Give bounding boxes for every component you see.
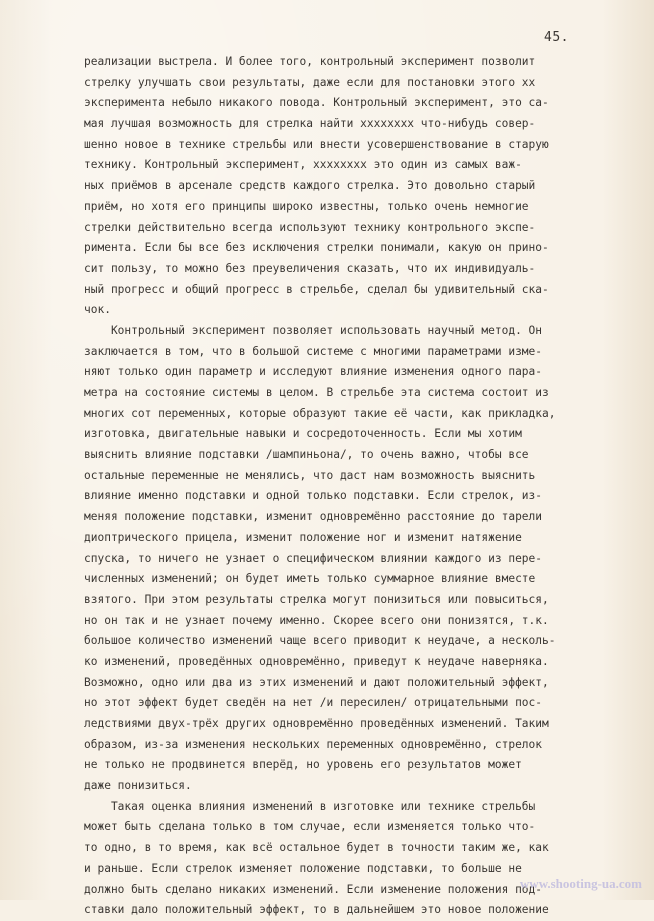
text-line: диоптрического прицела, изменит положение ног и изменит натяжение: [84, 530, 522, 544]
text-line: ко изменений, проведённых одновремённо, приведут к неудаче наверняка.: [84, 654, 549, 668]
text-line: заключается в том, что в большой системе с многими параметрами изме-: [84, 344, 543, 358]
watermark-link[interactable]: www.shooting-ua.com: [519, 876, 642, 891]
text-line: должно быть сделано никаких изменений. Если изменение положения под-: [84, 882, 543, 896]
text-line: эксперимента небыло никакого повода. Контрольный эксперимент, это са-: [84, 96, 549, 110]
text-line: римента. Если бы все без исключения стрелки понимали, какую он прино-: [84, 241, 549, 255]
text-line: реализации выстрела. И более того, контрольный эксперимент позволит: [84, 55, 536, 68]
text-line: но этот эффект будет сведён на нет /и пересилен/ отрицательными пос-: [84, 696, 543, 710]
text-line: даже понизиться.: [84, 779, 192, 793]
text-line: ледствиями двух-трёх других одновремённо проведённых изменений. Таким: [84, 717, 549, 730]
text-line: приём, но хотя его принципы широко известны, только очень немногие: [84, 199, 529, 213]
text-line: сит пользу, то можно без преувеличения сказать, что их индивидуаль-: [84, 261, 536, 275]
text-line: влияние именно подставки и одной только подставки. Если стрелок, из-: [84, 489, 543, 503]
text-line: многих сот переменных, которые образуют такие её части, как прикладка,: [84, 406, 556, 420]
text-line: но он так и не узнает почему именно. Скорее всего они понизятся, т.к.: [84, 613, 549, 627]
text-line: Контрольный эксперимент позволяет использовать научный метод. Он: [84, 323, 543, 337]
text-line: ных приёмов в арсенале средств каждого стрелка. Это довольно старый: [84, 179, 536, 193]
text-line: ставки дало положительный эффект, то в дальнейшем это новое положение: [84, 903, 549, 917]
text-line: Такая оценка влияния изменений в изготовке или технике стрельбы: [84, 799, 536, 813]
text-line: может быть сделана только в том случае, если изменяется только что-: [84, 820, 536, 834]
text-line: и раньше. Если стрелок изменяет положение подставки, то больше не: [84, 861, 522, 875]
text-line: ный прогресс и общий прогресс в стрельбе, сделал бы удивительный ска-: [84, 282, 549, 296]
text-line: технику. Контрольный эксперимент, xxxxxxxx это один из самых важ-: [84, 158, 522, 172]
text-line: стрелку улучшать свои результаты, даже если для постановки этого xx: [84, 75, 536, 89]
text-line: няют только один параметр и исследуют влияние изменения одного пара-: [84, 365, 543, 379]
text-line: не только не продвинется вперёд, но уровень его результатов может: [84, 758, 522, 772]
text-line: остальные переменные не менялись, что даст нам возможность выяснить: [84, 468, 536, 482]
text-line: меняя положение подставки, изменит одновремённо расстояние до тарели: [84, 510, 543, 524]
text-line: шенно новое в технике стрельбы или внести усовершенствование в старую: [84, 137, 549, 151]
text-line: численных изменений; он будет иметь только суммарное влияние вместе: [84, 572, 536, 586]
text-line: большое количество изменений чаще всего приводит к неудаче, а несколь-: [84, 634, 556, 648]
text-line: стрелки действительно всегда используют технику контрольного экспе-: [84, 220, 536, 234]
text-line: взятого. При этом результаты стрелка могут понизиться или повыситься,: [84, 592, 549, 606]
text-line: чок.: [84, 303, 111, 317]
text-line: Возможно, одно или два из этих изменений и дают положительный эффект,: [84, 675, 549, 689]
text-line: спуска, то ничего не узнает о специфическом влиянии каждого из пере-: [84, 551, 543, 565]
page-number: 45.: [544, 30, 569, 45]
text-line: образом, из-за изменения нескольких переменных одновремённо, стрелок: [84, 737, 543, 751]
text-line: изготовка, двигательные навыки и сосредоточенность. Если мы хотим: [84, 427, 522, 441]
text-line: мая лучшая возможность для стрелка найти xxxxxxxx что-нибудь совер-: [84, 117, 536, 131]
text-line: метра на состояние системы в целом. В стрельбе эта система состоит из: [84, 386, 549, 399]
typewritten-text: [84, 52, 632, 921]
text-line: то одно, в то время, как всё остальное будет в точности таким же, как: [84, 841, 549, 855]
text-line: выяснить влияние подставки /шампиньона/, то очень важно, чтобы все: [84, 448, 529, 462]
